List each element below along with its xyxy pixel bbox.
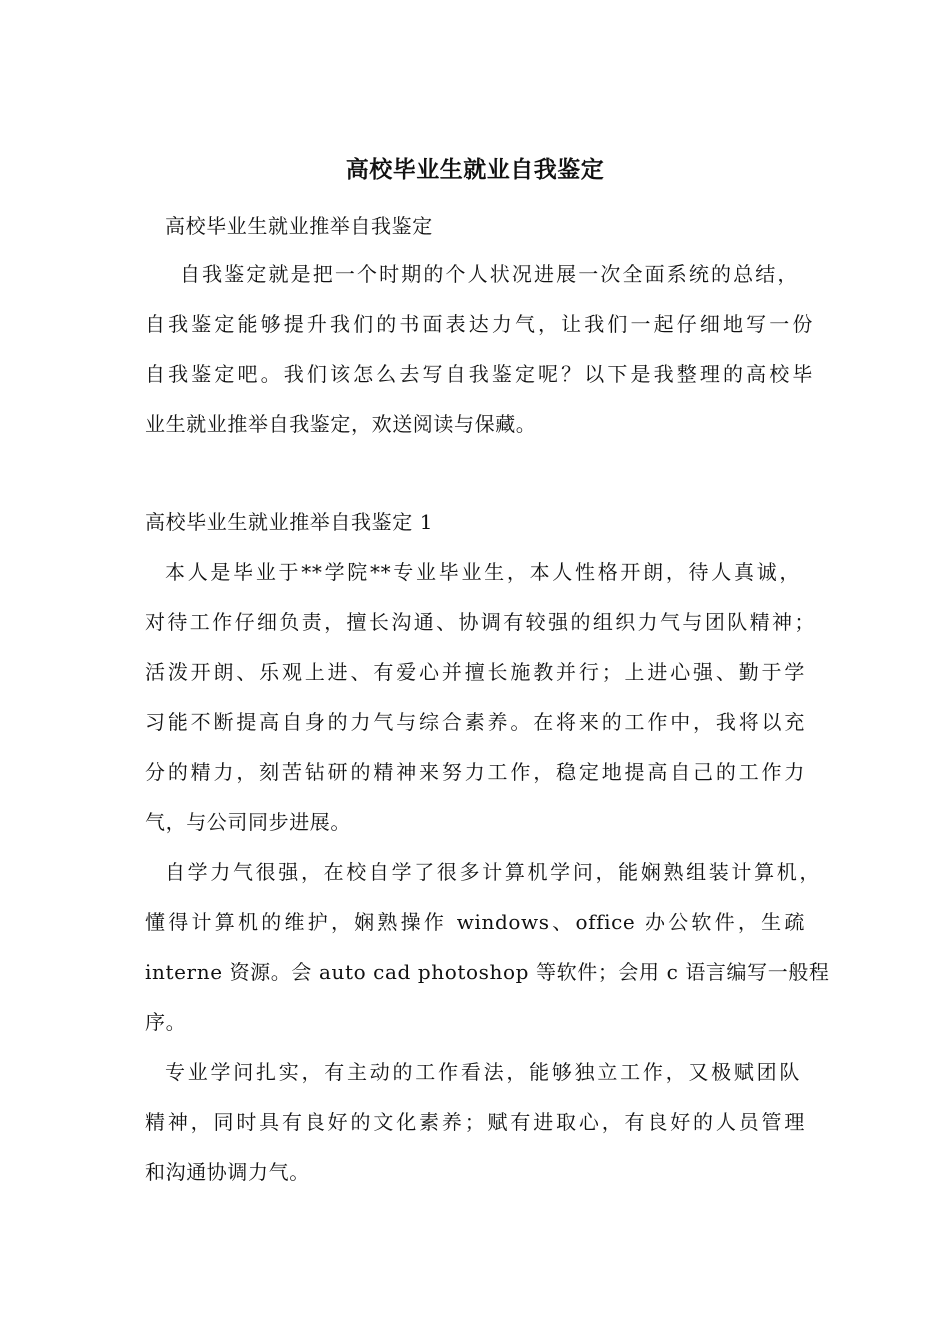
paragraph-line: 序。 (145, 1010, 187, 1034)
paragraph-line: 精神，同时具有良好的文化素养；赋有进取心，有良好的人员管理 (145, 1110, 805, 1134)
paragraph-line: 懂得计算机的维护，娴熟操作 windows、office 办公软件，生疏 (145, 910, 805, 934)
paragraph-line: 自我鉴定能够提升我们的书面表达力气，让我们一起仔细地写一份 (145, 312, 813, 336)
paragraph-line: 气，与公司同步进展。 (145, 810, 351, 834)
paragraph-line: 自我鉴定就是把一个时期的个人状况进展一次全面系统的总结， (180, 262, 798, 286)
paragraph-line: 专业学问扎实，有主动的工作看法，能够独立工作，又极赋团队 (165, 1060, 800, 1084)
paragraph-line: 和沟通协调力气。 (145, 1160, 310, 1184)
paragraph-line: 活泼开朗、乐观上进、有爱心并擅长施教并行；上进心强、勤于学 (145, 660, 805, 684)
paragraph-line: 自我鉴定吧。我们该怎么去写自我鉴定呢？以下是我整理的高校毕 (145, 362, 813, 386)
paragraph-line: 业生就业推举自我鉴定，欢送阅读与保藏。 (145, 412, 537, 436)
paragraph-line: 习能不断提高自身的力气与综合素养。在将来的工作中，我将以充 (145, 710, 805, 734)
document-title: 高校毕业生就业自我鉴定 (345, 156, 605, 183)
paragraph-line: 分的精力，刻苦钻研的精神来努力工作，稳定地提高自己的工作力 (145, 760, 805, 784)
paragraph-line: interne 资源。会 auto cad photoshop 等软件；会用 c 语言编写一般程 (145, 960, 830, 984)
section-heading: 高校毕业生就业推举自我鉴定 1 (145, 510, 434, 534)
paragraph-line: 自学力气很强，在校自学了很多计算机学问，能娴熟组装计算机， (165, 860, 820, 884)
subtitle-line: 高校毕业生就业推举自我鉴定 (165, 214, 433, 238)
paragraph-line: 本人是毕业于**学院**专业毕业生，本人性格开朗，待人真诚， (165, 560, 800, 584)
paragraph-line: 对待工作仔细负责，擅长沟通、协调有较强的组织力气与团队精神； (145, 610, 815, 634)
